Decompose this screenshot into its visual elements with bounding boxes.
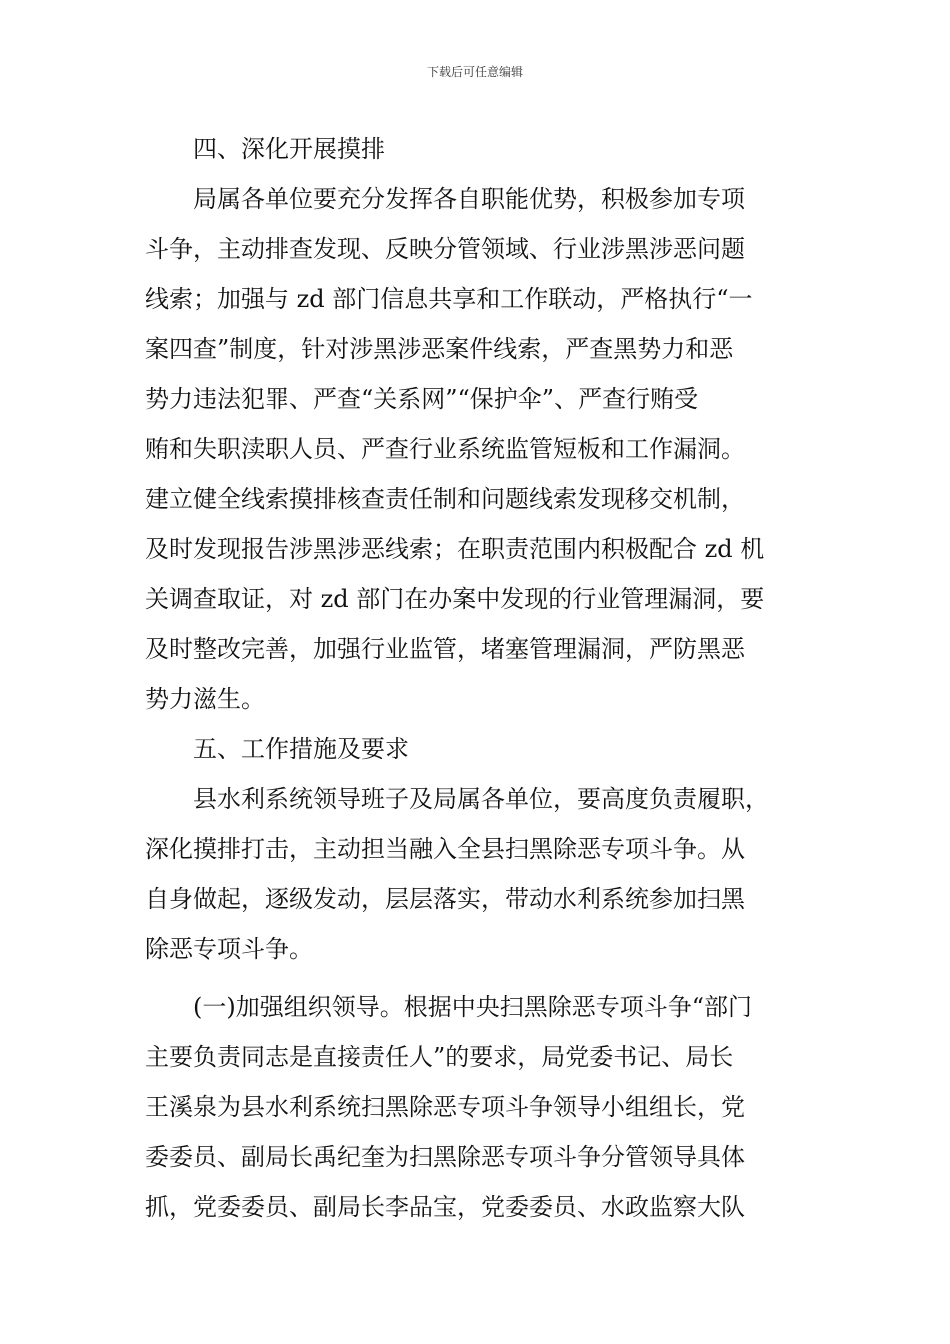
text-line: 及时整改完善，加强行业监管，堵塞管理漏洞，严防黑恶 [145,635,745,663]
text-line: 主要负责同志是直接责任人”的要求，局党委书记、局长 [145,1043,734,1071]
text-line: (一)加强组织领导。根据中央扫黑除恶专项斗争“部门 [193,993,752,1021]
text-line: 委委员、副局长禹纪奎为扫黑除恶专项斗争分管领导具体 [145,1143,745,1171]
text-line: 建立健全线索摸排核查责任制和问题线索发现移交机制， [145,485,745,513]
paragraph [145,982,811,1232]
text-line: 贿和失职渎职人员、严查行业系统监管短板和工作漏洞。 [145,435,745,463]
text-line: 及时发现报告涉黑涉恶线索；在职责范围内积极配合 zd 机 [145,535,765,563]
paragraph [145,174,811,724]
text-line: 自身做起，逐级发动，层层落实，带动水利系统参加扫黑 [145,885,745,913]
section-heading-4 [145,124,811,174]
text-line: 县水利系统领导班子及局属各单位，要高度负责履职， [193,785,769,813]
text-line: 关调查取证，对 zd 部门在办案中发现的行业管理漏洞，要 [145,585,765,613]
page-header-note: 下载后可任意编辑 [426,65,523,79]
document-body [145,124,811,1232]
text-line: 抓，党委委员、副局长李品宝，党委委员、水政监察大队 [145,1193,745,1221]
text-line: 势力滋生。 [145,685,265,713]
text-line: 除恶专项斗争。 [145,935,313,963]
section-heading-5 [145,724,811,774]
heading-text: 五、工作措施及要求 [193,735,409,763]
text-line: 斗争，主动排查发现、反映分管领域、行业涉黑涉恶问题 [145,235,745,263]
text-line: 王溪泉为县水利系统扫黑除恶专项斗争领导小组组长，党 [145,1093,745,1121]
heading-text: 四、深化开展摸排 [193,135,385,163]
paragraph [145,774,811,974]
text-line: 势力违法犯罪、严查“关系网”“保护伞”、严查行贿受 [145,385,699,413]
text-line: 案四查”制度，针对涉黑涉恶案件线索，严查黑势力和恶 [145,335,734,363]
text-line: 深化摸排打击，主动担当融入全县扫黑除恶专项斗争。从 [145,835,745,863]
text-line: 局属各单位要充分发挥各自职能优势，积极参加专项 [193,185,745,213]
text-line: 线索；加强与 zd 部门信息共享和工作联动，严格执行“一 [145,285,753,313]
